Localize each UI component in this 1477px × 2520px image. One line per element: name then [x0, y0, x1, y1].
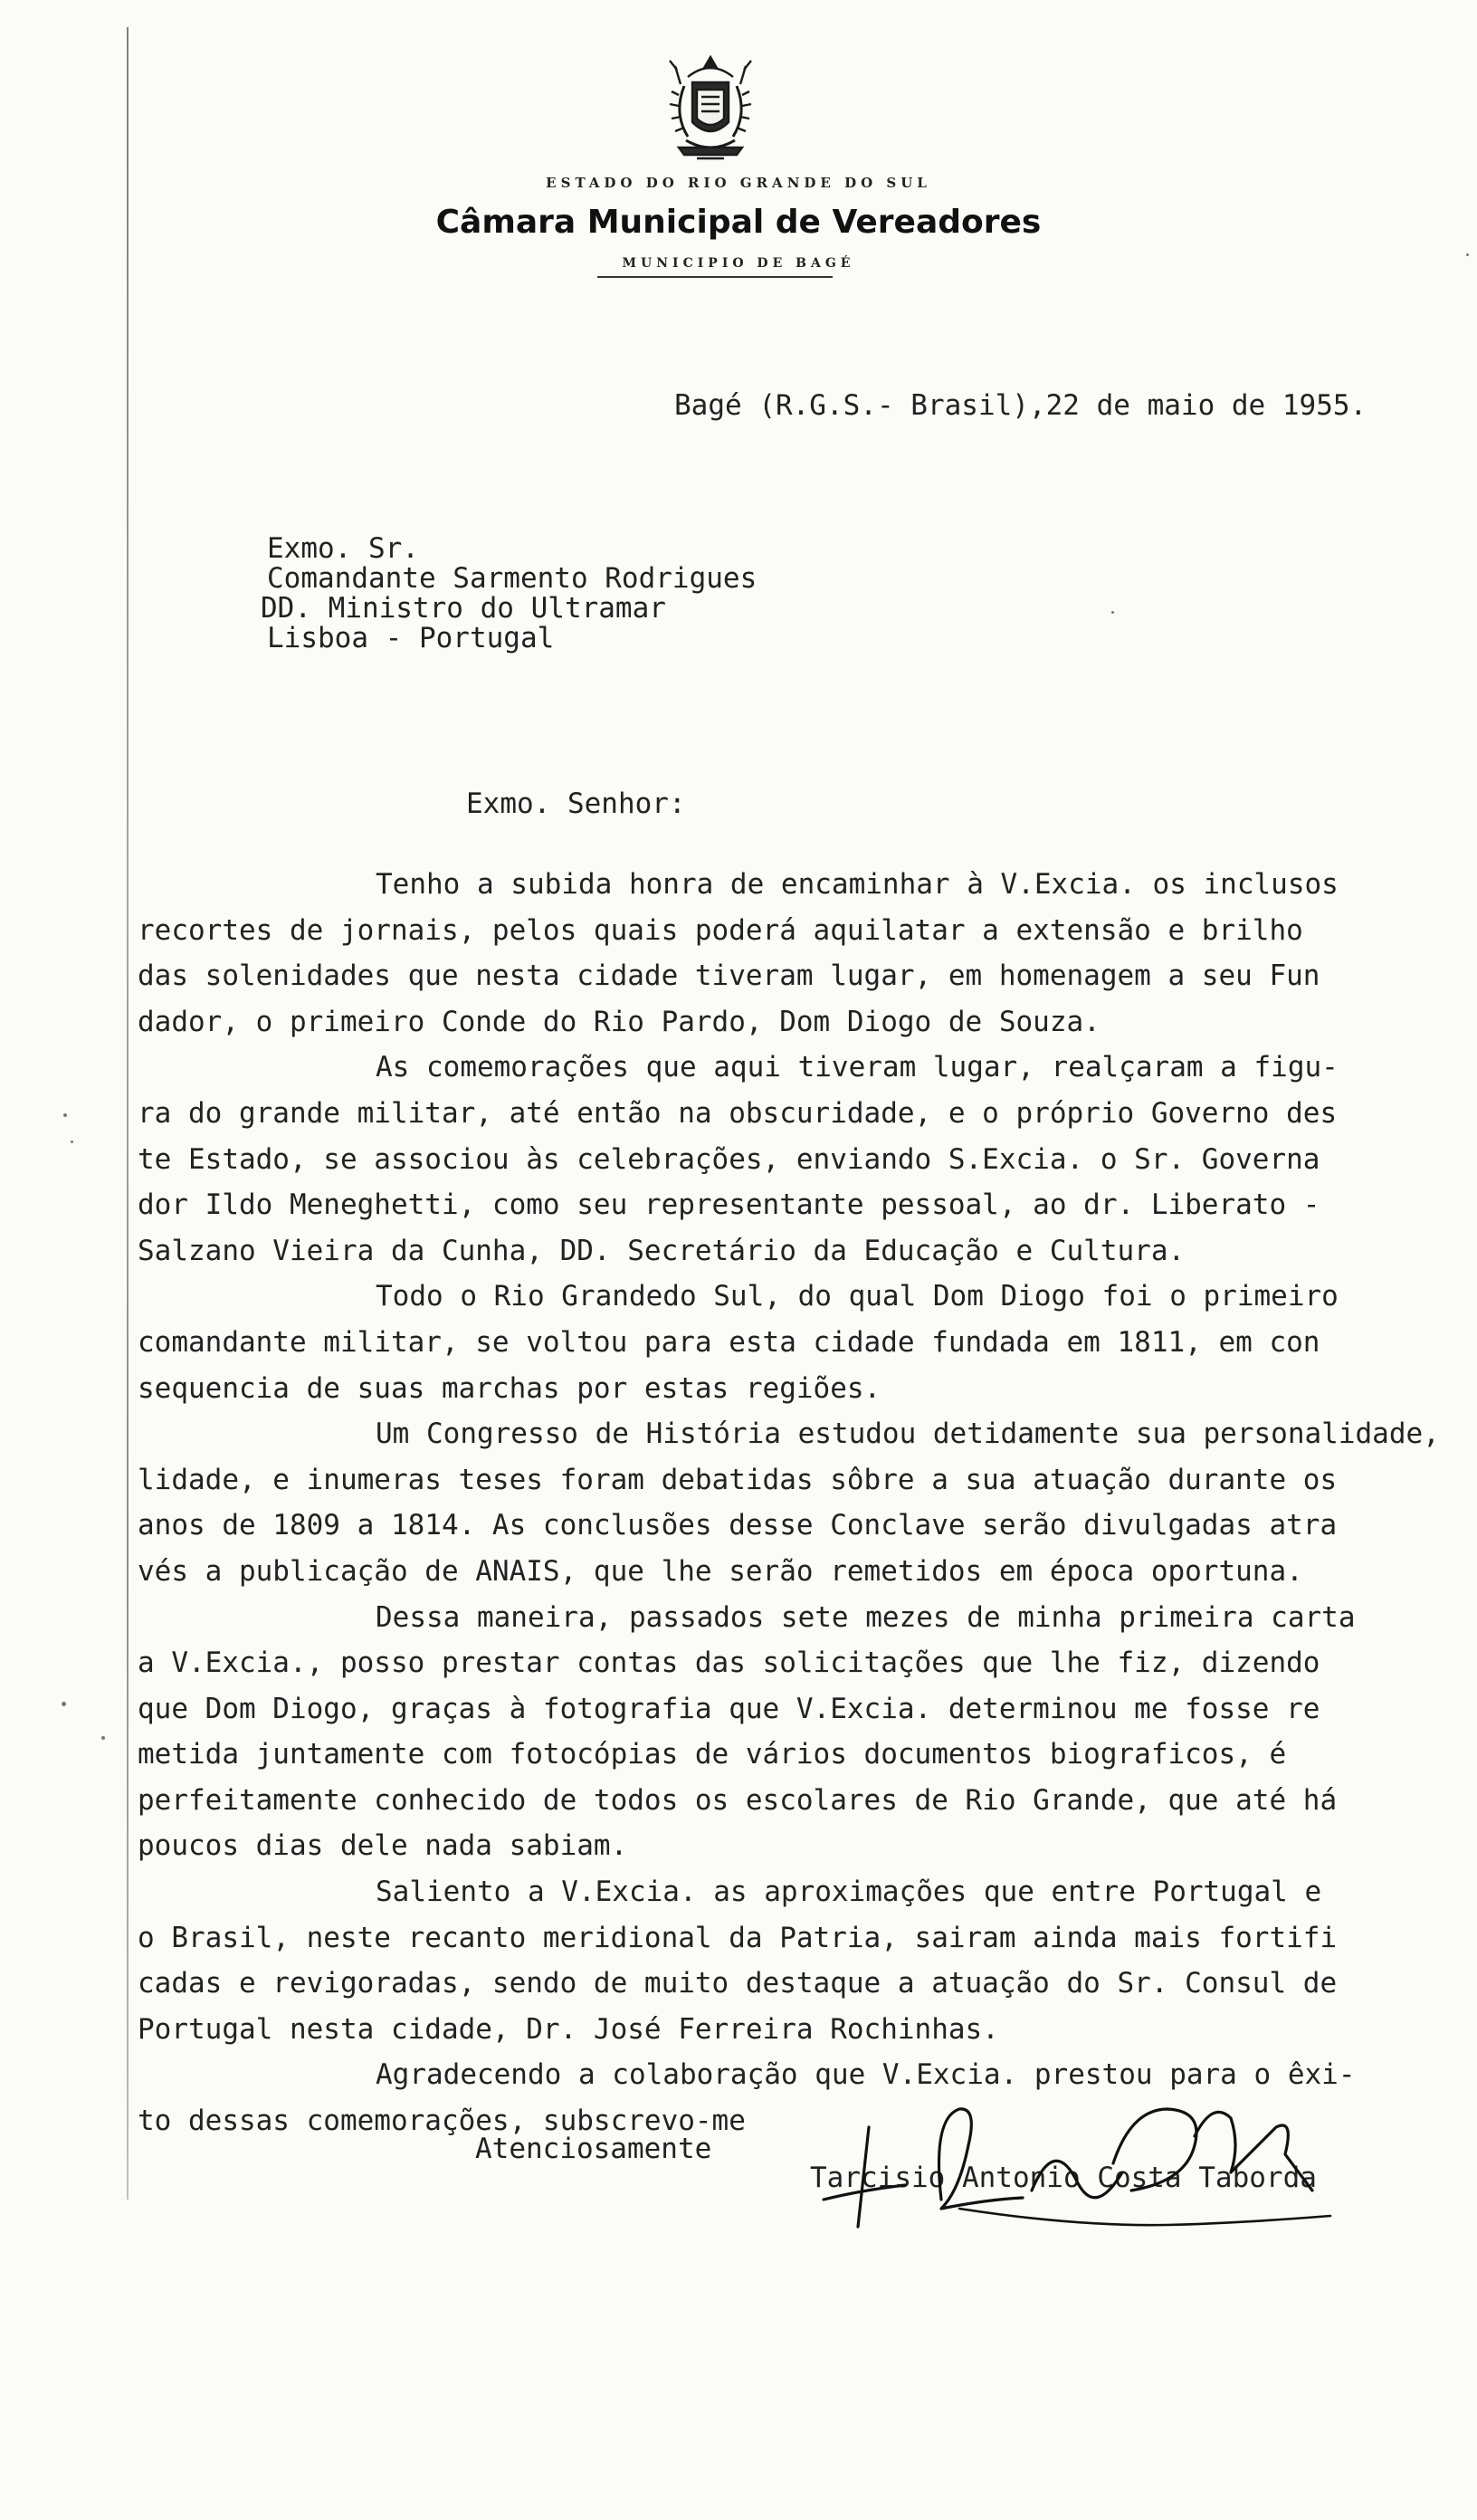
body-line: Saliento a V.Excia. as aproximações que entre Portugal e — [376, 1876, 1322, 1909]
body-line: Todo o Rio Grandedo Sul, do qual Dom Diogo foi o primeiro — [376, 1280, 1339, 1313]
scan-speck — [71, 1141, 73, 1143]
body-line: ra do grande militar, até então na obscuridade, e o próprio Governo des — [138, 1096, 1338, 1130]
body-line: Salzano Vieira da Cunha, DD. Secretário da Educação e Cultura. — [138, 1234, 1186, 1267]
body-line: Tenho a subida honra de encaminhar à V.Excia. os inclusos — [376, 868, 1339, 901]
body-line: lidade, e inumeras teses foram debatidas sôbre a sua atuação durante os — [138, 1463, 1338, 1496]
recipient-line-1: Exmo. Sr. — [267, 532, 419, 565]
body-line: Um Congresso de História estudou detidamente sua personalidade, — [376, 1418, 1440, 1451]
letterhead-municipality: MUNICIPIO DE BAGÉ — [622, 256, 855, 271]
body-line: das solenidades que nesta cidade tiveram lugar, em homenagem a seu Fun — [138, 959, 1320, 993]
letter-body — [138, 862, 1441, 2144]
recipient-line-2: Comandante Sarmento Rodrigues — [267, 562, 758, 595]
body-line: a V.Excia., posso prestar contas das solicitações que lhe fiz, dizendo — [138, 1647, 1320, 1680]
body-line: poucos dias dele nada sabiam. — [138, 1829, 628, 1863]
body-line: vés a publicação de ANAIS, que lhe serão remetidos em época oportuna. — [138, 1554, 1303, 1588]
body-line: anos de 1809 a 1814. As conclusões desse Conclave serão divulgadas atra — [138, 1509, 1338, 1542]
scan-speck — [1466, 253, 1469, 256]
body-line: Dessa maneira, passados sete mezes de minha primeira carta — [376, 1600, 1356, 1634]
handwritten-signature-icon — [805, 2091, 1367, 2236]
typed-signatory-name: Tarcisio Antonio Costa Taborda — [810, 2162, 1317, 2194]
body-line: cadas e revigoradas, sendo de muito destaque a atuação do Sr. Consul de — [138, 1967, 1338, 2000]
body-line: Portugal nesta cidade, Dr. José Ferreira Rochinhas. — [138, 2012, 999, 2046]
recipient-line-3: DD. Ministro do Ultramar — [261, 592, 666, 625]
scan-speck — [63, 1113, 67, 1117]
body-line: comandante militar, se voltou para esta cidade fundada em 1811, em con — [138, 1325, 1320, 1359]
body-line: o Brasil, neste recanto meridional da Patria, sairam ainda mais fortifi — [138, 1921, 1338, 1954]
body-line: to dessas comemorações, subscrevo-me — [138, 2105, 746, 2138]
dateline: Bagé (R.G.S.- Brasil),22 de maio de 1955. — [674, 389, 1367, 422]
body-line: Agradecendo a colaboração que V.Excia. prestou para o êxi- — [376, 2058, 1356, 2092]
closing: Atenciosamente — [475, 2133, 712, 2165]
left-margin-rule — [127, 27, 129, 2200]
letterhead-underline — [597, 276, 833, 278]
recipient-line-4: Lisboa - Portugal — [267, 622, 555, 654]
letterhead-chamber: Câmara Municipal de Vereadores — [435, 204, 1042, 241]
body-line: te Estado, se associou às celebrações, enviando S.Excia. o Sr. Governa — [138, 1142, 1320, 1176]
scan-speck — [1111, 611, 1114, 614]
body-line: As comemorações que aqui tiveram lugar, realçaram a figu- — [376, 1051, 1339, 1084]
body-line: perfeitamente conhecido de todos os escolares de Rio Grande, que até há — [138, 1783, 1338, 1817]
body-line: sequencia de suas marchas por estas regiões. — [138, 1371, 881, 1405]
coat-of-arms-icon — [661, 50, 760, 167]
scan-speck — [62, 1702, 66, 1706]
letterhead-state: ESTADO DO RIO GRANDE DO SUL — [546, 175, 931, 191]
body-line: recortes de jornais, pelos quais poderá aquilatar a extensão e brilho — [138, 913, 1303, 947]
salutation: Exmo. Senhor: — [466, 788, 686, 820]
body-line: metida juntamente com fotocópias de vários documentos biograficos, é — [138, 1738, 1287, 1771]
body-line: dor Ildo Meneghetti, como seu representante pessoal, ao dr. Liberato - — [138, 1188, 1320, 1222]
body-line: dador, o primeiro Conde do Rio Pardo, Dom Diogo de Souza. — [138, 1005, 1101, 1038]
scan-speck — [101, 1736, 105, 1740]
body-line: que Dom Diogo, graças à fotografia que V.Excia. determinou me fosse re — [138, 1692, 1320, 1725]
